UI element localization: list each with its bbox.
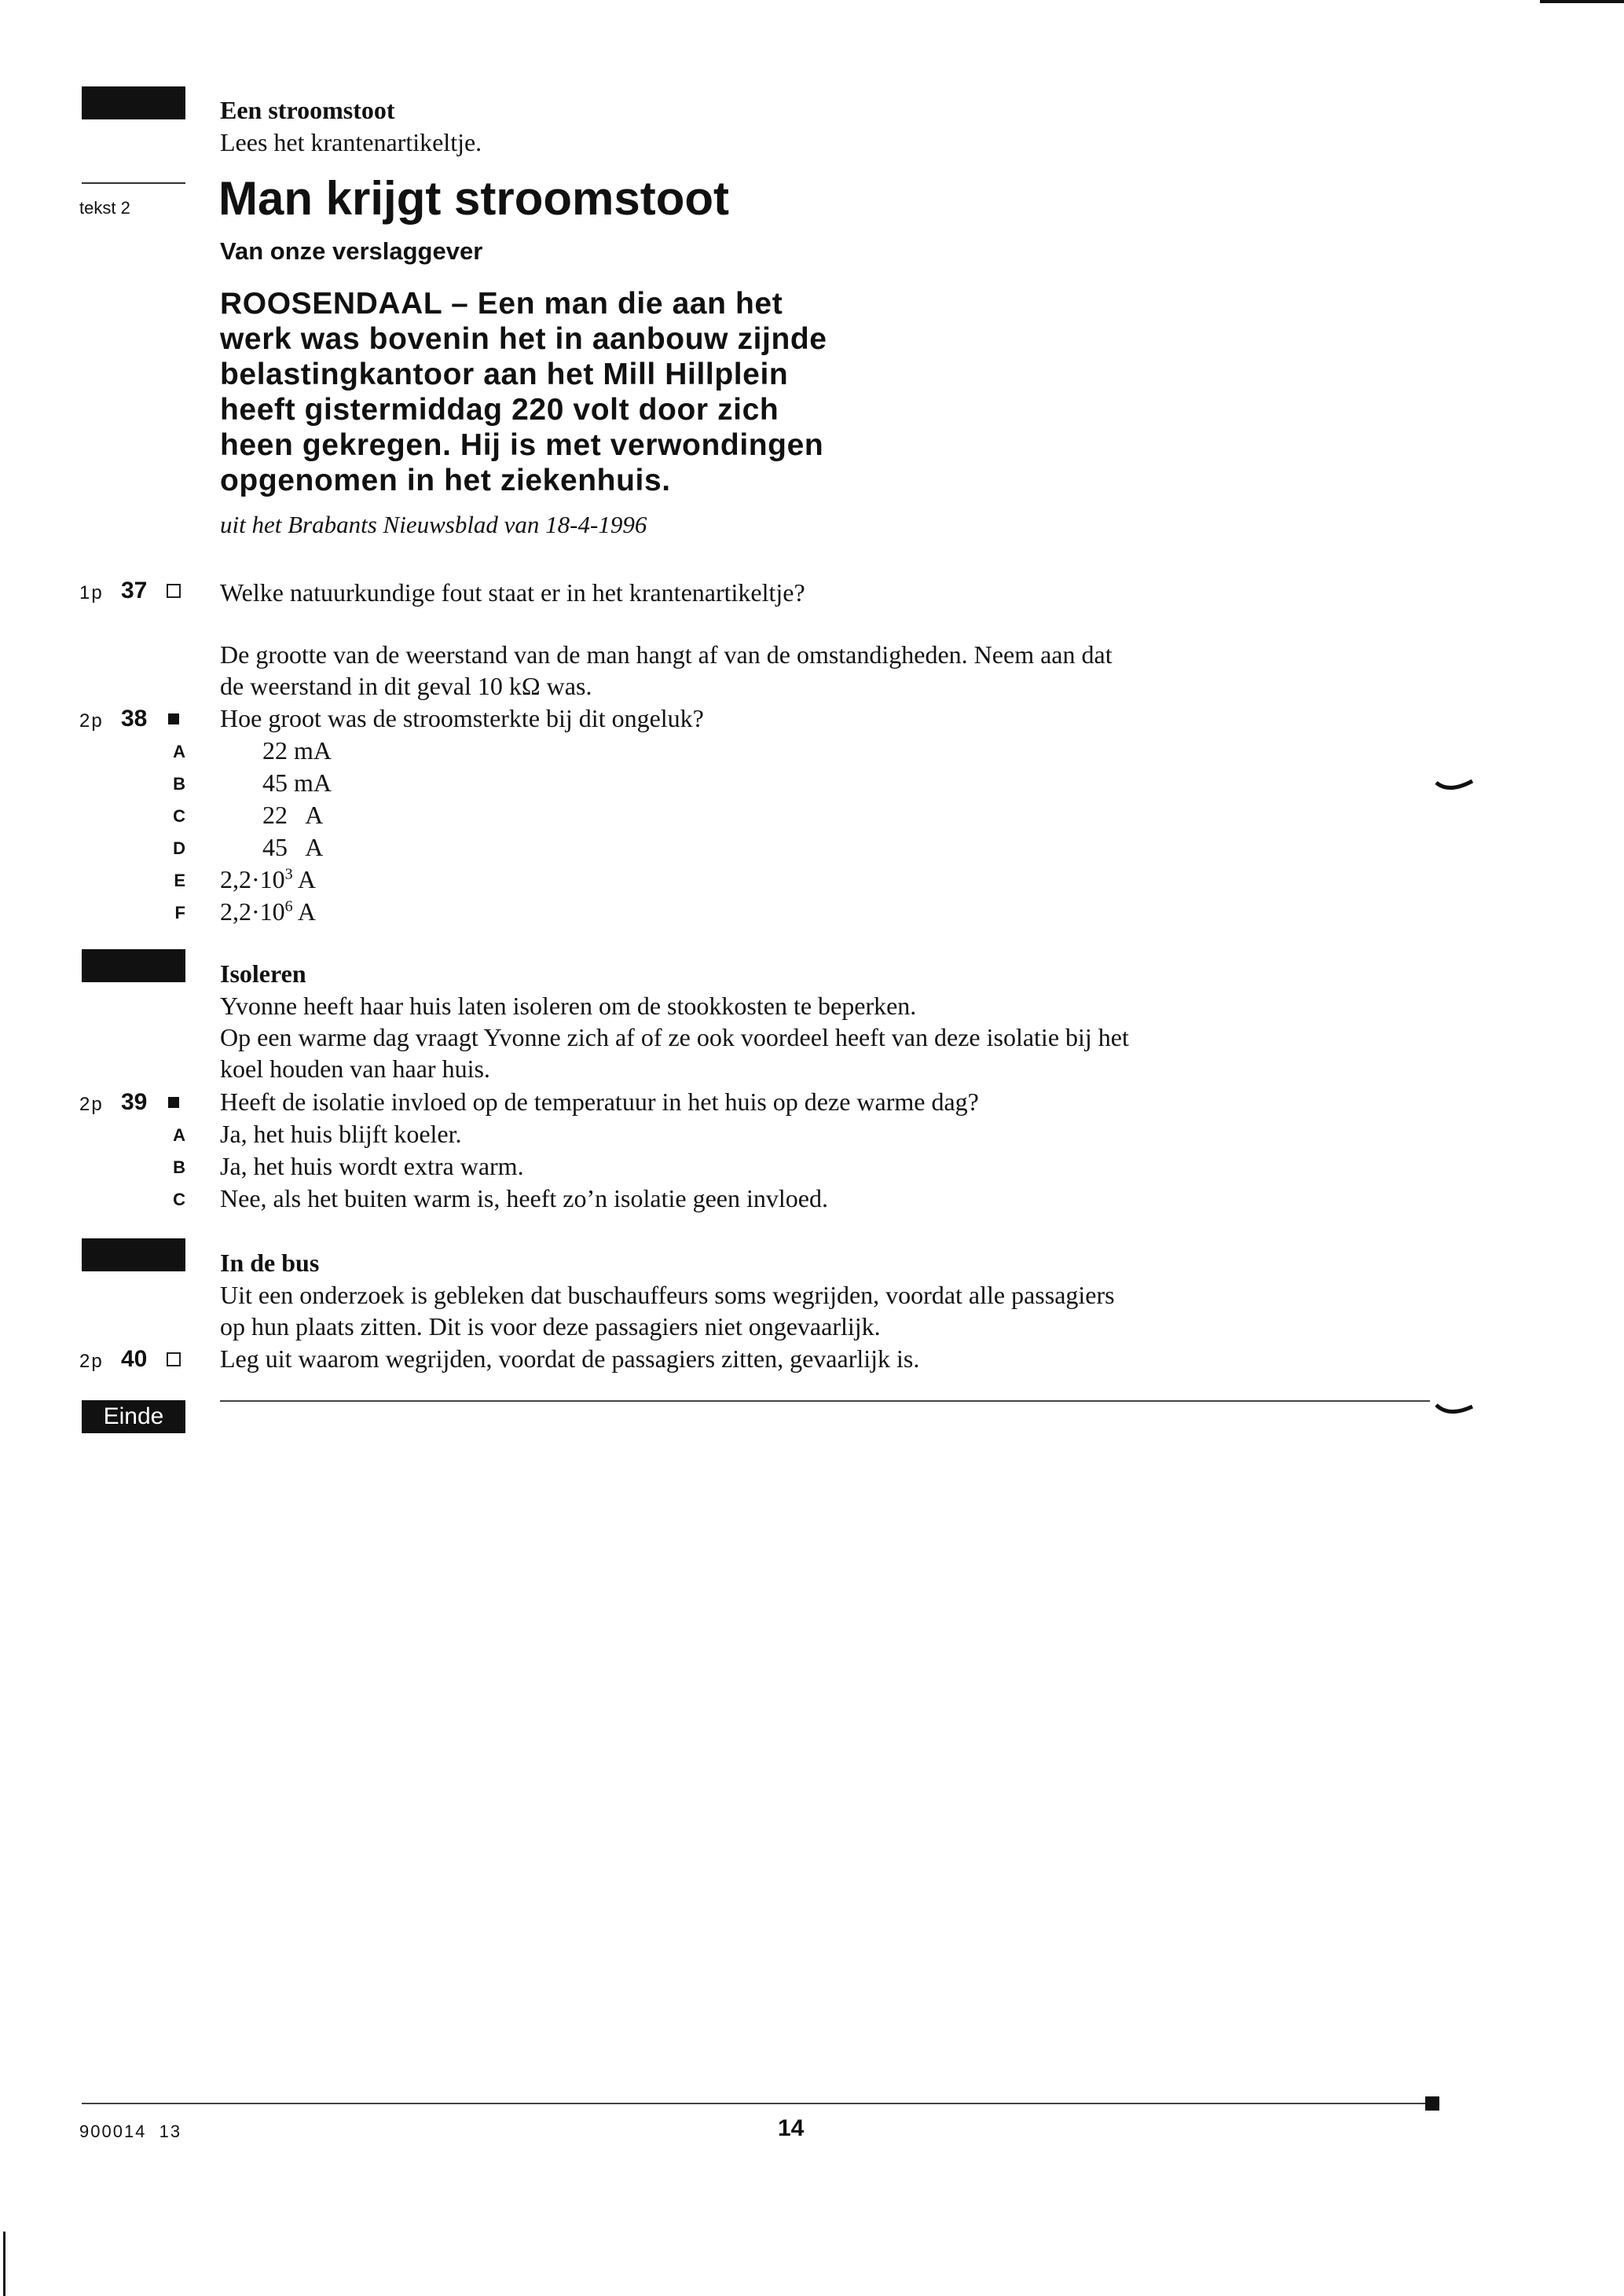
section-line: Op een warme dag vraagt Yvonne zich af of ze ook voordeel heeft van deze isolatie bij het [220,1023,1129,1051]
option-value: 22 mA [262,736,332,765]
section-marker [82,86,185,119]
question-points: 2p [79,1094,104,1115]
question-text: Hoe groot was de stroomsterkte bij dit ongeluk? [220,704,704,732]
footer-rule [82,2103,1433,2104]
question-number: 37 [121,578,148,603]
section-line: Uit een onderzoek is gebleken dat buschauffeurs soms wegrijden, voordat alle passagiers [220,1281,1115,1309]
question-number: 39 [121,1089,148,1115]
section-title: Isoleren [220,959,306,988]
question-points: 2p [79,1351,104,1372]
question-text: Leg uit waarom wegrijden, voordat de passagiers zitten, gevaarlijk is. [220,1344,920,1373]
article-headline: Man krijgt stroomstoot [218,172,730,225]
section-intro: Lees het krantenartikeltje. [220,128,482,156]
option-value: $2,2\cdot 10^6$ A [220,897,316,926]
article-line: opgenomen in het ziekenhuis. [220,464,671,497]
option-letter: A [173,1125,185,1145]
question-number: 40 [121,1346,148,1372]
article-line: ROOSENDAAL – Een man die aan het [220,287,783,321]
question-points: 1p [79,582,104,603]
multiple-choice-box-icon [168,713,179,724]
option-value: $2,2\cdot 10^3$ A [220,865,316,893]
option-value: 45 A [262,833,324,861]
option-letter: B [173,1157,185,1177]
section-line: koel houden van haar huis. [220,1054,490,1083]
option-value: 22 A [262,801,324,829]
section-title: In de bus [220,1249,320,1277]
margin-rule [82,182,185,184]
article-source: uit het Brabants Nieuwsblad van 18-4-1996 [220,511,647,538]
article-body [220,286,827,498]
open-question-box-icon [167,584,181,598]
context-line: De grootte van de weerstand van de man hangt af van de omstandigheden. Neem aan dat [220,640,1113,669]
section-text [220,990,1129,1084]
option-letter: E [174,871,185,890]
option-text: Ja, het huis wordt extra warm. [220,1152,524,1180]
end-rule [220,1400,1430,1402]
article-line: heen gekregen. Hij is met verwondingen [220,428,824,462]
scan-mark-icon [1433,753,1480,792]
left-edge-mark [3,2232,5,2296]
article-line: belastingkantoor aan het Mill Hillplein [220,358,789,391]
question-number: 38 [121,706,148,732]
option-letter: C [173,1190,185,1209]
context-line: de weerstand in dit geval 10 kΩ was. [220,672,592,700]
end-badge: Einde [82,1400,185,1433]
question-text: Heeft de isolatie invloed op de temperatuur in het huis op deze warme dag? [220,1087,979,1116]
corner-mark [1540,0,1624,3]
page-number: 14 [778,2115,805,2141]
option-text: Nee, als het buiten warm is, heeft zo’n isolatie geen invloed. [220,1184,828,1212]
multiple-choice-box-icon [168,1097,179,1108]
text-label: tekst 2 [79,198,130,218]
option-letter: B [173,774,185,794]
question-context [220,639,1113,702]
section-text [220,1279,1115,1342]
footer-code: 900014 13 [79,2122,182,2141]
section-title: Een stroomstoot [220,96,395,124]
option-letter: D [173,838,185,858]
question-text: Welke natuurkundige fout staat er in het krantenartikeltje? [220,578,805,607]
footer-end-square [1425,2096,1439,2111]
article-line: heeft gistermiddag 220 volt door zich [220,393,779,427]
article-line: werk was bovenin het in aanbouw zijnde [220,322,827,356]
section-marker [82,1238,185,1271]
section-line: Yvonne heeft haar huis laten isoleren om de stookkosten te beperken. [220,992,917,1020]
option-letter: A [173,742,185,761]
option-text: Ja, het huis blijft koeler. [220,1120,462,1148]
section-marker [82,949,185,982]
open-question-box-icon [167,1352,181,1366]
option-letter: F [174,903,185,922]
section-line: op hun plaats zitten. Dit is voor deze passagiers niet ongevaarlijk. [220,1312,881,1341]
option-value: 45 mA [262,768,332,797]
article-byline: Van onze verslaggever [220,237,483,265]
scan-mark-icon [1433,1391,1480,1422]
option-letter: C [173,806,185,826]
question-points: 2p [79,710,104,732]
